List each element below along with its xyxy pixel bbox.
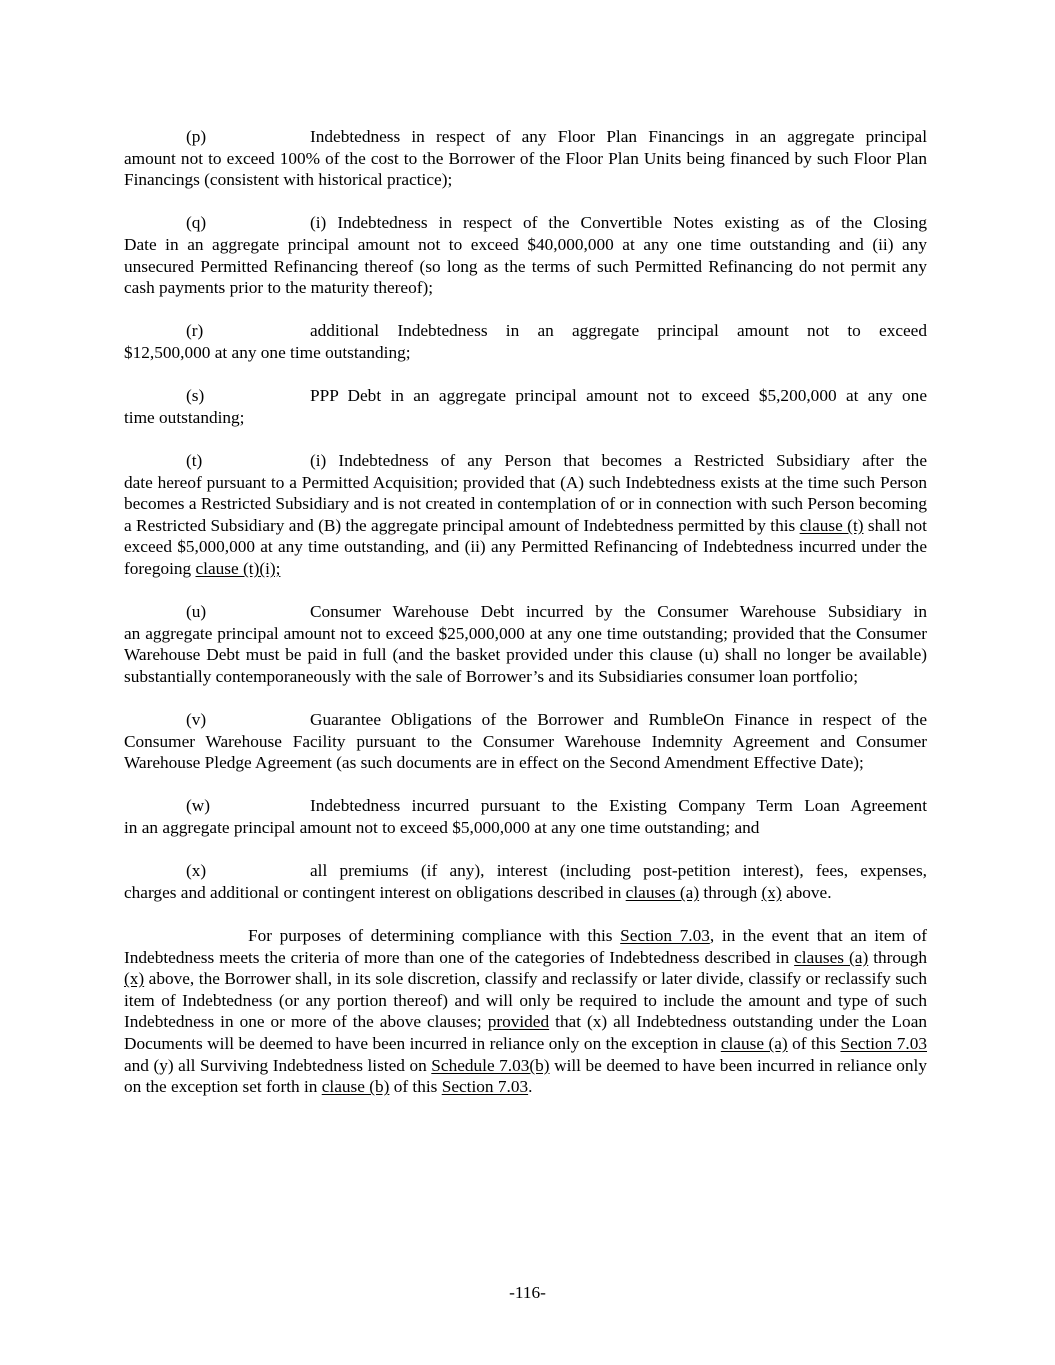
- clause-lead-text: additional Indebtedness in an aggregate principal amount not to exceed: [310, 321, 927, 341]
- paragraph-text: .: [528, 1077, 533, 1097]
- clause-body-text: shall not exceed $5,000,000 at any time outstanding, and (ii) any Permitted Refinancing of Indebtedness incurred under the foregoing: [124, 515, 927, 578]
- clause-first-line: [124, 320, 927, 342]
- clause-lead-text: Guarantee Obligations of the Borrower and RumbleOn Finance in respect of the: [310, 710, 927, 730]
- clause-x: [124, 860, 927, 903]
- clause-first-line: [124, 860, 927, 882]
- clause-lead-text: Consumer Warehouse Debt incurred by the Consumer Warehouse Subsidiary in: [310, 602, 927, 622]
- clause-body-text: $12,500,000 at any one time outstanding;: [124, 342, 411, 362]
- clause-lead-text: Indebtedness in respect of any Floor Plan Financings in an aggregate principal: [310, 127, 927, 146]
- clause-first-line: [124, 212, 927, 234]
- paragraph-text: of this: [389, 1077, 442, 1097]
- clause-first-line: [124, 601, 927, 623]
- clause-label: (q): [186, 213, 207, 233]
- clause-lead-text: PPP Debt in an aggregate principal amount not to exceed $5,200,000 at any one: [310, 386, 927, 406]
- clause-body-text: above.: [781, 882, 832, 902]
- clause-lead-text: (i) Indebtedness in respect of the Convertible Notes existing as of the Closing: [310, 213, 927, 233]
- clause-body-text: Date in an aggregate principal amount not to exceed $40,000,000 at any one time outstanding and (ii) any unsecured Permitted Refinancing thereof (so long as the terms of such Permitted Refinancing do not permit any cash payments prior to the maturity thereof);: [124, 234, 927, 298]
- clause-label: (w): [186, 796, 210, 816]
- cross-reference-x: (x): [761, 882, 782, 902]
- clause-label: (u): [186, 602, 207, 622]
- clause-label: (t): [186, 450, 203, 470]
- clause-v: [124, 709, 927, 774]
- clause-label: (x): [186, 861, 207, 881]
- paragraph-text: through: [868, 947, 927, 967]
- cross-reference-x: (x): [124, 969, 145, 989]
- clause-label: (v): [186, 710, 207, 730]
- clause-first-line: [124, 795, 927, 817]
- clause-first-line: [124, 126, 927, 148]
- clause-body-text: through: [699, 882, 762, 902]
- cross-reference-section-7-03: Section 7.03: [620, 925, 710, 945]
- clause-lead-text: (i) Indebtedness of any Person that becomes a Restricted Subsidiary after the: [310, 450, 927, 470]
- page-number: -116-: [509, 1283, 546, 1302]
- compliance-paragraph: [124, 925, 927, 1098]
- clause-t: [124, 450, 927, 580]
- clause-r: [124, 320, 927, 363]
- cross-reference-clause-a: clause (a): [720, 1033, 788, 1053]
- clause-body-text: an aggregate principal amount not to exceed $25,000,000 at any one time outstanding; provided that the Consumer Warehouse Debt must be paid in full (and the basket provided under this clause (u) shall no longer be available) substantially contemporaneously with the sale of Borrower’s and its Subsidiaries consumer loan portfolio;: [124, 623, 927, 686]
- clause-lead-text: all premiums (if any), interest (including post-petition interest), fees, expenses,: [310, 861, 927, 881]
- emphasis-provided: provided: [487, 1012, 550, 1032]
- paragraph-text: , in the event that an item of Indebtedness meets the criteria of more than one of the categories of Indebtedness described in: [124, 925, 927, 967]
- clause-body-text: charges and additional or contingent interest on obligations described in: [124, 882, 626, 902]
- clause-body-text: date hereof pursuant to a Permitted Acquisition; provided that (A) such Indebtedness exists at the time such Person becomes a Restricted Subsidiary and is not created in contemplation of or in connection with such Person becoming a Restricted Subsidiary and (B) the aggregate principal amount of Indebtedness permitted by this: [124, 472, 927, 535]
- paragraph-text: will be deemed to have been incurred in reliance only on the exception set forth in: [124, 1055, 928, 1097]
- cross-reference-section-7-03: Section 7.03: [840, 1033, 928, 1053]
- clause-first-line: [124, 385, 927, 407]
- clause-u: [124, 601, 927, 687]
- document-page: [124, 126, 927, 1119]
- paragraph-text: above, the Borrower shall, in its sole discretion, classify and reclassify or later divide, classify or reclassify such item of Indebtedness (or any portion thereof) and will only be required to include the amount and type of such Indebtedness in one or more of the above clauses;: [124, 969, 927, 1032]
- clause-body-text: Consumer Warehouse Facility pursuant to the Consumer Warehouse Indemnity Agreement and Consumer Warehouse Pledge Agreement (as such documents are in effect on the Second Amendment Effective Date);: [124, 731, 927, 773]
- clause-body-text: in an aggregate principal amount not to exceed $5,000,000 at any one time outstanding; and: [124, 818, 760, 837]
- clause-body-text: time outstanding;: [124, 407, 245, 427]
- clause-body-text: amount not to exceed 100% of the cost to the Borrower of the Floor Plan Units being financed by such Floor Plan Financings (consistent with historical practice);: [124, 148, 927, 190]
- clause-label: (r): [186, 321, 204, 341]
- clause-q: [124, 212, 927, 298]
- clause-w: [124, 795, 927, 838]
- cross-reference-clause-b: clause (b): [321, 1077, 390, 1097]
- clause-label: (s): [186, 386, 205, 406]
- clause-first-line: [124, 709, 927, 731]
- cross-reference-clauses-a: clauses (a): [794, 947, 869, 967]
- paragraph-text: and (y) all Surviving Indebtedness listed on: [124, 1055, 432, 1075]
- clause-s: [124, 385, 927, 428]
- cross-reference-clause-t: clause (t): [799, 515, 864, 535]
- paragraph-text: that (x) all Indebtedness outstanding under the Loan Documents will be deemed to have been incurred in reliance only on the exception in: [124, 1012, 928, 1053]
- cross-reference-schedule-7-03-b: Schedule 7.03(b): [431, 1055, 550, 1075]
- paragraph-text: For purposes of determining compliance with this: [248, 925, 621, 945]
- clause-p: [124, 126, 927, 191]
- cross-reference-clause-t-i: clause (t)(i);: [195, 558, 281, 578]
- cross-reference-clauses-a: clauses (a): [625, 882, 700, 902]
- cross-reference-section-7-03: Section 7.03: [441, 1077, 529, 1097]
- paragraph-text: of this: [787, 1033, 841, 1053]
- clause-lead-text: Indebtedness incurred pursuant to the Existing Company Term Loan Agreement: [310, 796, 927, 816]
- clause-label: (p): [186, 127, 207, 146]
- clause-first-line: [124, 450, 927, 472]
